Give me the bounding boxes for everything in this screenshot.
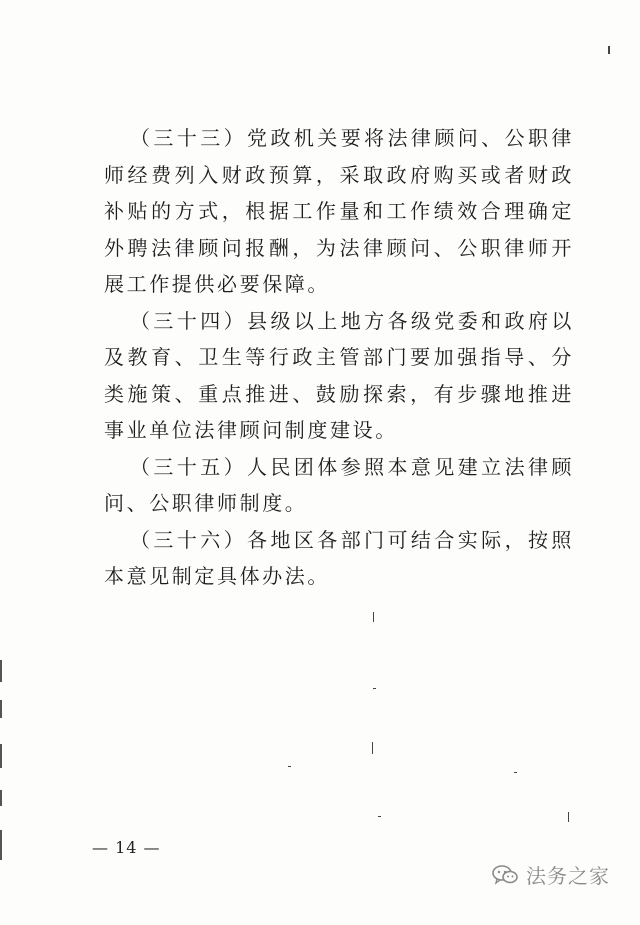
scan-artifact	[608, 46, 610, 54]
scan-artifact	[378, 816, 381, 817]
paragraph-34: （三十四）县级以上地方各级党委和政府以及教育、卫生等行政主管部门要加强指导、分类施策、重点推进、鼓励探索，有步骤地推进事业单位法律顾问制度建设。	[104, 308, 574, 442]
scan-edge	[0, 660, 4, 890]
scan-artifact	[514, 772, 517, 773]
scan-artifact	[373, 688, 376, 689]
page-number: — 14 —	[92, 838, 161, 857]
scan-artifact	[568, 812, 569, 822]
watermark-text: 法务之家	[526, 864, 610, 888]
document-body	[104, 120, 574, 595]
scan-artifact	[372, 742, 373, 754]
wechat-icon	[492, 865, 518, 885]
paragraph-33: （三十三）党政机关要将法律顾问、公职律师经费列入财政预算，采取政府购买或者财政补贴的方式，根据工作量和工作绩效合理确定外聘法律顾问报酬，为法律顾问、公职律师开展工作提供必要保障。	[104, 126, 574, 296]
paragraph-35: （三十五）人民团体参照本意见建立法律顾问、公职律师制度。	[104, 454, 574, 515]
scan-artifact	[288, 766, 291, 767]
watermark	[492, 860, 610, 889]
scan-artifact	[373, 612, 374, 622]
paragraph-36: （三十六）各地区各部门可结合实际，按照本意见制定具体办法。	[104, 527, 574, 588]
